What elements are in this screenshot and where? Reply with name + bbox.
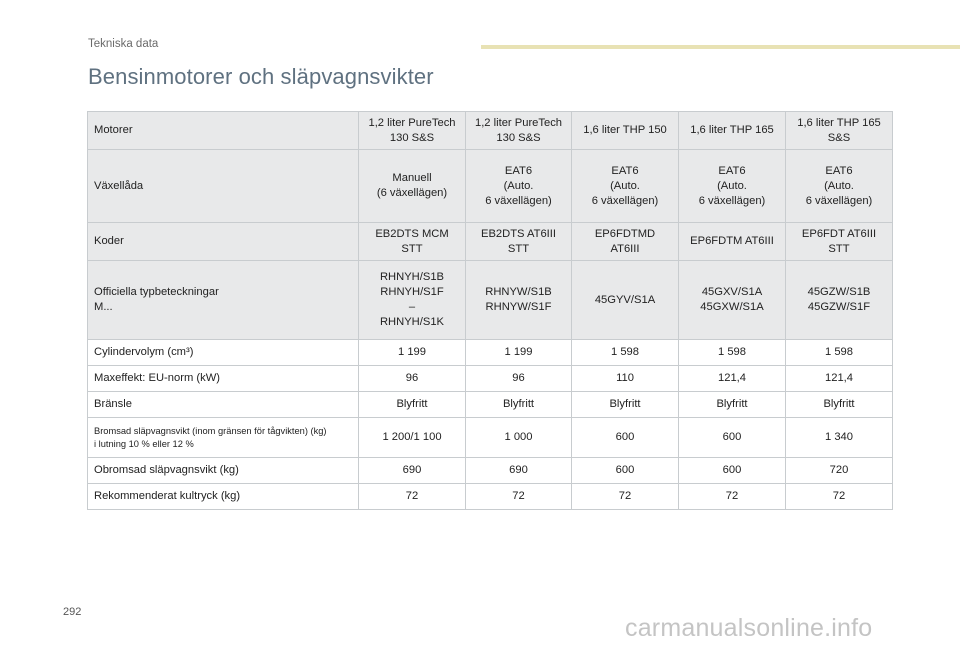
table-cell: 1,2 liter PureTech 130 S&S (359, 112, 466, 150)
table-cell: 1 598 (572, 340, 679, 366)
table-cell: 600 (572, 418, 679, 458)
table-cell: EAT6 (Auto. 6 växellägen) (572, 150, 679, 223)
table-cell: 720 (786, 458, 893, 484)
table-cell: 72 (466, 484, 572, 510)
row-label: Bränsle (88, 392, 359, 418)
table-cell: 110 (572, 366, 679, 392)
watermark: carmanualsonline.info (625, 614, 873, 642)
row-typbeteckningar (88, 261, 893, 340)
table-cell: EP6FDT AT6III STT (786, 223, 893, 261)
table-cell: RHNYW/S1B RHNYW/S1F (466, 261, 572, 340)
table-cell: 1,2 liter PureTech 130 S&S (466, 112, 572, 150)
header-accent-bar (481, 45, 960, 49)
table-cell: 1,6 liter THP 165 S&S (786, 112, 893, 150)
row-label: Officiella typbeteckningar M... (88, 261, 359, 340)
table-cell: 690 (466, 458, 572, 484)
page-number: 292 (63, 606, 82, 618)
row-maxeffekt (88, 366, 893, 392)
row-label: Obromsad släpvagnsvikt (kg) (88, 458, 359, 484)
page-title: Bensinmotorer och släpvagnsvikter (88, 64, 434, 89)
table-cell: 96 (359, 366, 466, 392)
table-cell: 72 (786, 484, 893, 510)
table-cell: 1 199 (466, 340, 572, 366)
table-cell: 96 (466, 366, 572, 392)
row-vaxellada (88, 150, 893, 223)
table-cell: 72 (679, 484, 786, 510)
table-cell: 1,6 liter THP 150 (572, 112, 679, 150)
row-label: Koder (88, 223, 359, 261)
row-label: Rekommenderat kultryck (kg) (88, 484, 359, 510)
row-obromsad-slapvagnsvikt (88, 458, 893, 484)
row-label: Maxeffekt: EU-norm (kW) (88, 366, 359, 392)
table-cell: 1 598 (679, 340, 786, 366)
table-cell: Blyfritt (359, 392, 466, 418)
table-cell: 1 199 (359, 340, 466, 366)
table-cell: 1 598 (786, 340, 893, 366)
table-cell: 121,4 (679, 366, 786, 392)
table-cell: Blyfritt (466, 392, 572, 418)
table-cell: 1 200/1 100 (359, 418, 466, 458)
table-cell: RHNYH/S1B RHNYH/S1F – RHNYH/S1K (359, 261, 466, 340)
row-koder (88, 223, 893, 261)
row-label: Växellåda (88, 150, 359, 223)
table-cell: Blyfritt (679, 392, 786, 418)
row-bromsad-slapvagnsvikt (88, 418, 893, 458)
row-label: Cylindervolym (cm³) (88, 340, 359, 366)
table-cell: 1 340 (786, 418, 893, 458)
table-cell: 45GZW/S1B 45GZW/S1F (786, 261, 893, 340)
table-cell: EAT6 (Auto. 6 växellägen) (466, 150, 572, 223)
row-label: Bromsad släpvagnsvikt (inom gränsen för tågvikten) (kg) i lutning 10 % eller 12 % (88, 418, 359, 458)
table-cell: 690 (359, 458, 466, 484)
table-cell: 1,6 liter THP 165 (679, 112, 786, 150)
table-cell: 1 000 (466, 418, 572, 458)
table-cell: 121,4 (786, 366, 893, 392)
table-cell: Blyfritt (572, 392, 679, 418)
table-cell: EAT6 (Auto. 6 växellägen) (679, 150, 786, 223)
table-cell: EB2DTS AT6III STT (466, 223, 572, 261)
table-cell: 45GYV/S1A (572, 261, 679, 340)
table-cell: Blyfritt (786, 392, 893, 418)
table-cell: EP6FDTMD AT6III (572, 223, 679, 261)
row-label: Motorer (88, 112, 359, 150)
table-cell: EB2DTS MCM STT (359, 223, 466, 261)
section-label: Tekniska data (88, 38, 159, 50)
engine-specs-table (87, 111, 893, 510)
table-cell: Manuell (6 växellägen) (359, 150, 466, 223)
row-bransle (88, 392, 893, 418)
row-cylindervolym (88, 340, 893, 366)
table-cell: 600 (679, 418, 786, 458)
table-cell: EAT6 (Auto. 6 växellägen) (786, 150, 893, 223)
table-cell: 72 (359, 484, 466, 510)
table-cell: 45GXV/S1A 45GXW/S1A (679, 261, 786, 340)
table-cell: 72 (572, 484, 679, 510)
table-cell: 600 (572, 458, 679, 484)
table-cell: 600 (679, 458, 786, 484)
row-kultryck (88, 484, 893, 510)
table-cell: EP6FDTM AT6III (679, 223, 786, 261)
row-motorer (88, 112, 893, 150)
